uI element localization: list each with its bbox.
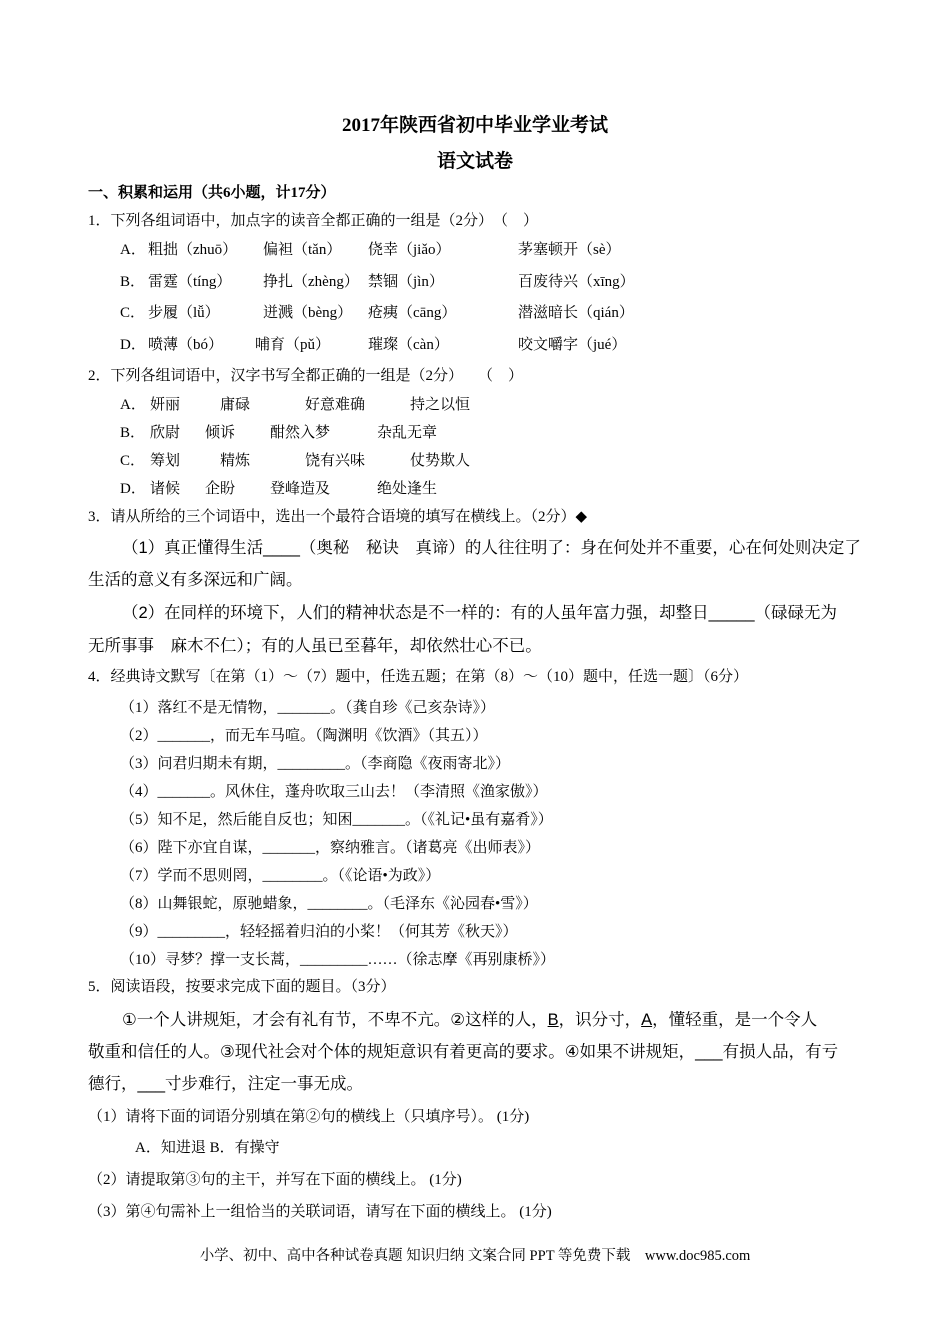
option-item: 挣扎（zhèng） xyxy=(263,274,359,290)
option-item: 粗拙（zhuō） xyxy=(148,242,238,258)
option-item: 禁锢（jìn） xyxy=(368,274,444,290)
option-label: A． xyxy=(120,397,146,413)
question-3-part1-cont: 生活的意义有多深远和广阔。 xyxy=(88,571,303,589)
option-label: B． xyxy=(120,425,146,441)
recitation-line: （5）知不足，然后能自反也；知困_______。（《礼记•虽有嘉肴》） xyxy=(120,812,553,828)
option-label: D． xyxy=(120,481,146,497)
option-item: 茅塞顿开（sè） xyxy=(518,242,621,258)
option-item: 侥幸（jiǎo） xyxy=(368,242,451,258)
exam-subtitle: 语文试卷 xyxy=(436,151,513,172)
option-item: 诸候 xyxy=(150,481,181,497)
option-item: 璀璨（càn） xyxy=(368,337,449,353)
question-5-paragraph-line2: 敬重和信任的人。③现代社会对个体的规矩意识有着更高的要求。④如果不讲规矩，___有损人品，有亏 xyxy=(88,1043,839,1061)
question-3-part2-cont: 无所事事 麻木不仁）；有的人虽已至暮年，却依然壮心不已。 xyxy=(88,637,542,655)
option-item: 妍丽 xyxy=(150,397,181,413)
question-5-sub1: （1）请将下面的词语分别填在第②句的横线上（只填序号）。 (1分) xyxy=(88,1109,530,1125)
recitation-line: （4）_______。风休住，蓬舟吹取三山去！（李清照《渔家傲》） xyxy=(120,784,548,800)
option-item: 步履（lǚ） xyxy=(148,305,220,321)
option-item: 欣尉 xyxy=(150,425,181,441)
option-item: 偏袒（tǎn） xyxy=(263,242,342,258)
option-label: C． xyxy=(120,305,146,321)
question-4-stem: 4．经典诗文默写〔在第（1）～（7）题中，任选五题；在第（8）～（10）题中，任选一题〕（6分） xyxy=(88,669,749,685)
option-item: 倾诉 xyxy=(205,425,236,441)
option-item: 绝处逢生 xyxy=(377,481,438,497)
question-5-sub1-options: A．知进退 B．有操守 xyxy=(135,1140,280,1156)
option-item: 饶有兴味 xyxy=(305,453,366,469)
blank-answer-1: B xyxy=(547,1011,559,1029)
recitation-line: （7）学而不思则罔，________。（《论语•为政》） xyxy=(120,868,441,884)
question-5-paragraph-line1 xyxy=(122,1010,817,1030)
question-5-stem: 5．阅读语段，按要求完成下面的题目。（3分） xyxy=(88,979,396,995)
question-2-stem: 2．下列各组词语中，汉字书写全都正确的一组是（2分） （ ） xyxy=(88,368,524,384)
option-item: 筹划 xyxy=(150,453,181,469)
option-item: 雷霆（tíng） xyxy=(148,274,232,290)
question-5-sub2: （2）请提取第③句的主干，并写在下面的横线上。 (1分) xyxy=(88,1172,462,1188)
recitation-line: （6）陛下亦宜自谋，_______，察纳雅言。（诸葛亮《出师表》） xyxy=(120,840,541,856)
para-text: ，懂轻重，是一个令人 xyxy=(652,1011,818,1029)
recitation-line: （2）_______，而无车马喧。（陶渊明《饮酒》（其五）） xyxy=(120,728,488,744)
option-item: 企盼 xyxy=(205,481,236,497)
question-5-sub3: （3）第④句需补上一组恰当的关联词语，请写在下面的横线上。 (1分) xyxy=(88,1204,552,1220)
option-item: 哺育（pǔ） xyxy=(255,337,331,353)
option-item: 仗势欺人 xyxy=(410,453,471,469)
para-text: ，识分寸， xyxy=(558,1011,642,1029)
option-item: 杂乱无章 xyxy=(377,425,438,441)
recitation-line: （1）落红不是无情物，_______。（龚自珍《己亥杂诗》） xyxy=(120,700,496,716)
option-item: 酣然入梦 xyxy=(270,425,331,441)
option-item: 精炼 xyxy=(220,453,251,469)
option-label: B． xyxy=(120,274,146,290)
question-5-paragraph-line3: 德行，___寸步难行，注定一事无成。 xyxy=(88,1075,364,1093)
option-item: 好意难确 xyxy=(305,397,366,413)
question-3-stem: 3．请从所给的三个词语中，选出一个最符合语境的填写在横线上。（2分）◆ xyxy=(88,509,588,525)
option-item: 咬文嚼字（jué） xyxy=(518,337,627,353)
recitation-line: （9）_________，轻轻摇着归泊的小桨！（何其芳《秋天》） xyxy=(120,924,518,940)
option-item: 潜滋暗长（qián） xyxy=(518,305,634,321)
question-3-part1: （1）真正懂得生活____（奥秘 秘诀 真谛）的人往往明了：身在何处并不重要，心在何处则决定了 xyxy=(122,539,861,557)
recitation-line: （10）寻梦？撑一支长蒿，_________……（徐志摩《再别康桥》） xyxy=(120,952,556,968)
option-item: 喷薄（bó） xyxy=(148,337,224,353)
page-footer: 小学、初中、高中各种试卷真题 知识归纳 文案合同 PPT 等免费下载 www.doc985.com xyxy=(199,1248,751,1264)
option-item: 百废待兴（xīng） xyxy=(518,274,635,290)
option-item: 迸溅（bèng） xyxy=(263,305,353,321)
question-3-part2: （2）在同样的环境下，人们的精神状态是不一样的：有的人虽年富力强，却整日_____（碌碌无为 xyxy=(122,604,838,622)
option-item: 疮痍（cāng） xyxy=(368,305,457,321)
exam-title: 2017年陕西省初中毕业学业考试 xyxy=(341,115,608,136)
blank-answer-2: A xyxy=(641,1011,653,1029)
recitation-line: （3）问君归期未有期，_________。（李商隐《夜雨寄北》） xyxy=(120,756,511,772)
option-item: 登峰造及 xyxy=(270,481,331,497)
option-label: D． xyxy=(120,337,146,353)
para-text: ①一个人讲规矩，才会有礼有节，不卑不亢。②这样的人， xyxy=(122,1011,548,1029)
option-item: 持之以恒 xyxy=(410,397,471,413)
section-heading: 一、积累和运用（共6小题，计17分） xyxy=(88,185,336,201)
recitation-line: （8）山舞银蛇，原驰蜡象，________。（毛泽东《沁园春•雪》） xyxy=(120,896,538,912)
option-label: C． xyxy=(120,453,146,469)
option-label: A． xyxy=(120,242,146,258)
question-1-stem: 1．下列各组词语中，加点字的读音全都正确的一组是（2分） （ ） xyxy=(88,213,539,229)
option-item: 庸碌 xyxy=(220,397,251,413)
